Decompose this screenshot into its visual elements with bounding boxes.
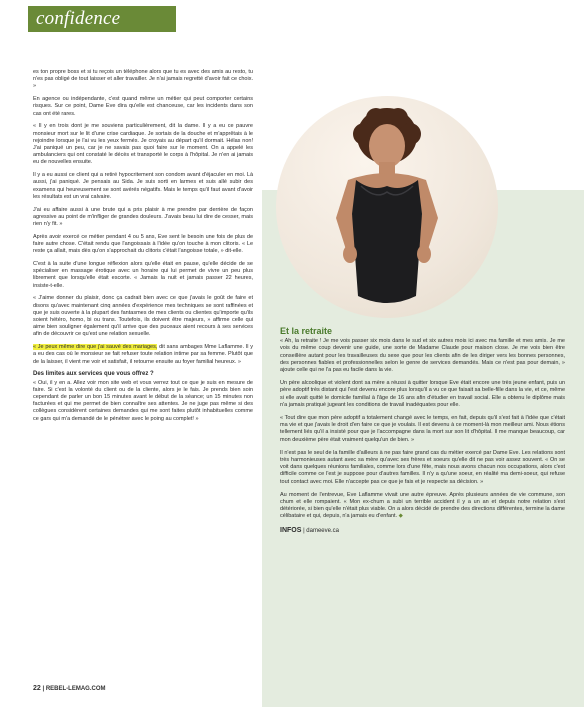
paragraph: « Tout dire que mon père adoptif a totalement changé avec le temps, en fait, depuis qu'il s'est fait à l'idée que c'était ma vie et que j'avais le droit d'en faire ce que je voulais. Il est devenu à ce moment-là mon meilleur ami. Nous étions tellement liés qu'il a insisté pour que je l'accompagne dans la mort sur son lit d'hôpital. Il me manque beaucoup, car mon deuxième père était vraiment quelqu'un de bien. » xyxy=(280,415,565,443)
highlighted-quote: « Je peux même dire que j'ai sauvé des mariages, xyxy=(33,344,158,351)
paragraph: Il y a eu aussi ce client qui a retiré hypocritement son condom avant d'éjaculer en moi. Là aussi, j'ai paniqué. Je pensais au Sida. Je suis sorti en larmes et suis allé subir des examens qui heureusement se sont avérés négatifs. Mais le temps qu'il faut avant d'avoir les résultats est un vrai calvaire. xyxy=(33,172,253,200)
paragraph: « Il y en trois dont je me souviens particulièrement, dit la dame. Il y a eu ce pauvre monsieur mort sur le lit d'une crise cardiaque. Je sortais de la douche et m'apprêtais à le rejoindre lorsque je l'ai vu les yeux fermés. Je croyais au départ qu'il dormait. Hélas non! J'ai paniqué un peu, car je ne savais pas quoi faire sur le moment. On a appelé les ambulanciers qui ont constaté le décès et transporté le corps à l'hôpital. Je n'en ai jamais eu de nouvelles ensuite. xyxy=(33,123,253,166)
paragraph: « Ah, la retraite ! Je me vois passer six mois dans le sud et six autres mois ici avec ma famille et mes amis. Je me vois du même coup devenir une guide, une sorte de Madame Claude pour maison close. Je me vois bien être conseillère autant pour les travailleuses du sexe que pour les clients afin de les diriger vers les bonnes personnes, des personnes fiables et professionnelles selon le genre de services demandés. Mais ce n'est pas pour demain, » ajoute celle qui ne l'a pas eu facile dans la vie. xyxy=(280,338,565,374)
infos-divider: | xyxy=(303,527,305,534)
paragraph: Un père alcoolique et violent dont sa mère a réussi à quitter lorsque Eve était encore une très jeune enfant, puis un père adoptif très distant qui l'est devenu encore plus lorsqu'il a vu ce que faisait sa belle-fille dans la vie, et ce, même si elle avait quitté le domicile familial à l'âge de 16 ans afin d'étudier en travail social. Elle a obtenu le diplôme mais n'a jamais pratiqué jugeant les conditions de travail inadéquates pour elle. xyxy=(280,380,565,408)
end-mark-icon: ◆ xyxy=(398,513,403,520)
section-heading: Et la retraite xyxy=(280,326,333,336)
paragraph xyxy=(280,492,565,521)
infos-website: dameeve.ca xyxy=(306,527,339,534)
portrait-photo xyxy=(276,96,498,318)
left-column xyxy=(33,69,253,428)
section-title: confidence xyxy=(36,8,121,29)
paragraph: En agence ou indépendante, c'est quand même un métier qui peut comporter certains risques. Sur ce point, Dame Eve dira qu'elle est chanceuse, car les incidents dans son cas ont été rares. xyxy=(33,96,253,117)
paragraph: C'est à la suite d'une longue réflexion alors qu'elle était en pause, qu'elle décide de se spécialiser en massage érotique avec un horaire qui lui permet de vivre un peu plus librement que lorsqu'elle était escorte. « Jamais la nuit et jamais passer 22 heures, insiste-t-elle. xyxy=(33,261,253,289)
paragraph-with-highlight xyxy=(33,344,253,366)
paragraph: « J'aime donner du plaisir, donc ça cadrait bien avec ce que j'avais le goût de faire et disons qu'avec maintenant cinq années d'expérience mes techniques se sont raffinées et que je suis ouverte à la plupart des fantasmes de mes clients ou clientes qu'importe qu'ils soient hétéro, homo, bi ou trans. Toutefois, ils doivent être majeurs, » affirme celle qui aime bien souligner également qu'il arrive que des puceaux aient recours à ses services afin de découvrir ce qu'est une relation sexuelle. xyxy=(33,295,253,338)
infos-line xyxy=(280,527,565,535)
woman-portrait-illustration xyxy=(276,96,498,318)
page-number: 22 xyxy=(33,685,41,692)
paragraph: J'ai eu affaire aussi à une brute qui a pris plaisir à me prendre par derrière de façon agressive au point de m'infliger de grandes douleurs. J'avais beau lui dire de cesser, mais rien n'y fit. » xyxy=(33,206,253,228)
publication-name: REBEL-LEMAG.COM xyxy=(45,686,106,692)
paragraph: Il n'est pas le seul de la famille d'ailleurs à ne pas faire grand cas du métier exercé par Dame Eve. Les relations sont très harmonieuses autant avec sa mère qu'avec ses frères et soeurs qu'elle dit ne pas voir assez souvent. « On se voit dans quelques réunions familiales, comme lors d'une fête, mais nous avons chacun nos occupations, alors c'est difficile comme ce l'est je suppose pour d'autres familles. Il n'y a qu'une soeur, en réalité ma demi-soeur, qui refuse tout contact avec moi. Elle n'accepte pas ce que je fais et je respecte sa décision. » xyxy=(280,449,565,485)
right-column xyxy=(280,328,565,535)
paragraph-text: Au moment de l'entrevue, Eve Laflamme vivait une autre épreuve. Après plusieurs années de vie commune, son chum et elle rompaient. « Mon ex-chum a subi un terrible accident il y a un an et depuis notre relation s'est détériorée, si bien qu'elle n'était plus viable. On a alors décidé de prendre des directions différentes, termine la dame célibataire et qui, depuis, n'a jamais eu d'enfant. xyxy=(280,491,565,520)
paragraph: « Oui, il y en a. Allez voir mon site web et vous verrez tout ce que je suis en mesure de faire. Si c'est la volonté du client ou de la cliente, alors je le fais. Je prends bien soin cependant de parler un bon 15 minutes avant le début de la séance; un 15 minutes non facturées et qui me permet de bien connaître ses attentes. Je ne juge pas même si des collègues considèrent certaines demandes qui me sont faites plutôt inhabituelles comme ce gars qui m'a demandé de le pénétrer avec le poing au complet! » xyxy=(33,379,253,422)
paragraph: es ton propre boss et si tu reçois un téléphone alors que tu es avec des amis au resto, tu n'es pas obligé de tout laisser et aller travailler. Je n'ai jamais regretté d'avoir fait ce choix. » xyxy=(33,69,253,90)
page-footer xyxy=(33,685,106,692)
infos-label: INFOS xyxy=(280,526,302,534)
footer-divider: | xyxy=(42,686,45,692)
paragraph: Après avoir exercé ce métier pendant 4 ou 5 ans, Eve sent le besoin une fois de plus de faire autre chose. C'était rendu que l'angoissais à l'idée qu'on touche à mon clitoris. « Le reste ça allait, mais dès qu'on s'approchait du clitoris c'était l'angoisse totale, » dit-elle. xyxy=(33,233,253,255)
subheading: Des limites aux services que vous offrez ? xyxy=(33,371,154,378)
paragraph-rest: dit sans ambages Mme Laflamme. Il y a eu des cas où le monsieur se fait refuser toute relation intime par sa femme. Plutôt que de la laisser, il vient me voir et satisfait, il retourne ensuite au foyer familial heureux. » xyxy=(33,344,254,365)
